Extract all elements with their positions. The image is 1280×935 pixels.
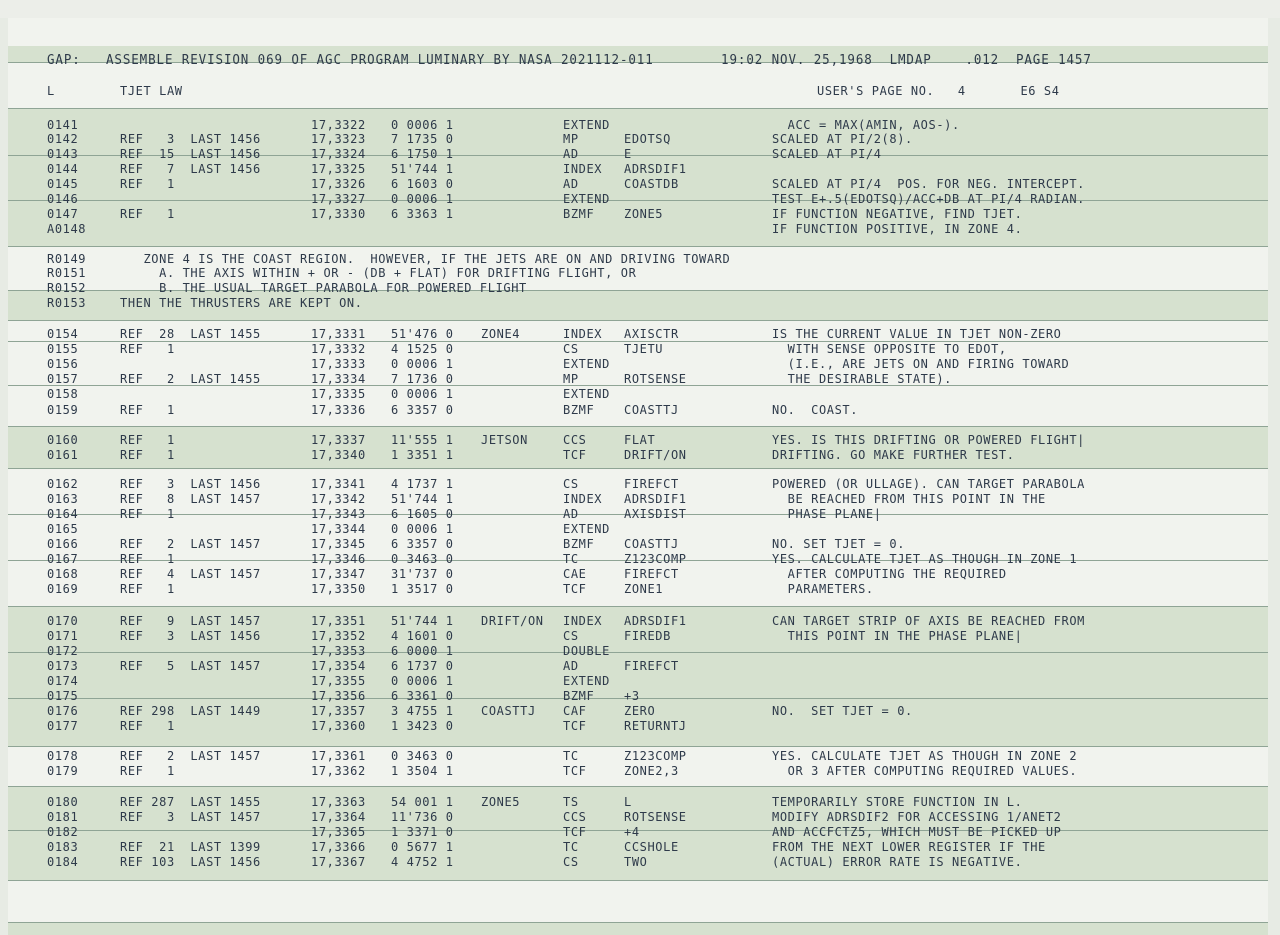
operand: ZONE2,3 (624, 763, 679, 779)
comment: OR 3 AFTER COMPUTING REQUIRED VALUES. (772, 763, 1078, 779)
operand: FLAT (624, 432, 656, 448)
line-number: 0157 (47, 371, 79, 387)
operand: FIREDB (624, 628, 671, 644)
opcode: EXTEND (563, 191, 610, 207)
comment: ACC = MAX(AMIN, AOS-). (772, 117, 960, 133)
comment: WITH SENSE OPPOSITE TO EDOT, (772, 341, 1007, 357)
comment: IS THE CURRENT VALUE IN TJET NON-ZERO (772, 326, 1062, 342)
opcode: INDEX (563, 161, 603, 177)
reference: REF 1 (120, 506, 175, 522)
address: 17,3324 (311, 146, 366, 162)
octal-word: 51'476 0 (391, 326, 454, 342)
paper-band (8, 18, 1268, 46)
band-rule (8, 108, 1268, 109)
opcode: EXTEND (563, 356, 610, 372)
reference: REF 2 LAST 1457 (120, 536, 261, 552)
line-number: 0146 (47, 191, 79, 207)
page-top-edge (0, 0, 1280, 18)
address: 17,3323 (311, 131, 366, 147)
octal-word: 0 0006 1 (391, 356, 454, 372)
line-number: 0180 (47, 794, 79, 810)
reference: REF 3 LAST 1456 (120, 628, 261, 644)
line-number: 0182 (47, 824, 79, 840)
line-number: 0183 (47, 839, 79, 855)
operand: COASTTJ (624, 536, 679, 552)
octal-word: 11'555 1 (391, 432, 454, 448)
comment: SCALED AT PI/2(8). (772, 131, 913, 147)
section-title: TJET LAW (120, 83, 183, 99)
comment: TEMPORARILY STORE FUNCTION IN L. (772, 794, 1023, 810)
opcode: TC (563, 748, 579, 764)
opcode: TCF (563, 447, 587, 463)
reference: REF 1 (120, 718, 175, 734)
opcode: INDEX (563, 613, 603, 629)
address: 17,3362 (311, 763, 366, 779)
comment: PARAMETERS. (772, 581, 874, 597)
comment: (ACTUAL) ERROR RATE IS NEGATIVE. (772, 854, 1023, 870)
operand: FIREFCT (624, 476, 679, 492)
comment: SCALED AT PI/4 (772, 146, 882, 162)
comment: NO. SET TJET = 0. (772, 536, 906, 552)
opcode: TC (563, 839, 579, 855)
reference: REF 3 LAST 1456 (120, 131, 261, 147)
address: 17,3322 (311, 117, 366, 133)
reference: REF 1 (120, 447, 175, 463)
octal-word: 6 3361 0 (391, 688, 454, 704)
octal-word: 0 0006 1 (391, 673, 454, 689)
band-rule (8, 746, 1268, 747)
octal-word: 6 1737 0 (391, 658, 454, 674)
operand: AXISCTR (624, 326, 679, 342)
operand: ADRSDIF1 (624, 491, 687, 507)
opcode: INDEX (563, 491, 603, 507)
octal-word: 1 3423 0 (391, 718, 454, 734)
address: 17,3331 (311, 326, 366, 342)
address: 17,3336 (311, 402, 366, 418)
comment: SCALED AT PI/4 POS. FOR NEG. INTERCEPT. (772, 176, 1085, 192)
line-number: 0184 (47, 854, 79, 870)
address: 17,3342 (311, 491, 366, 507)
comment: NO. SET TJET = 0. (772, 703, 913, 719)
address: 17,3327 (311, 191, 366, 207)
opcode: TC (563, 551, 579, 567)
octal-word: 6 3357 0 (391, 402, 454, 418)
opcode: AD (563, 146, 579, 162)
operand: TJETU (624, 341, 664, 357)
line-number: 0179 (47, 763, 79, 779)
line-number: 0160 (47, 432, 79, 448)
paper-band (8, 880, 1268, 922)
reference: REF 3 LAST 1456 (120, 476, 261, 492)
line-number: 0178 (47, 748, 79, 764)
line-number: 0162 (47, 476, 79, 492)
label: ZONE5 (481, 794, 521, 810)
address: 17,3361 (311, 748, 366, 764)
octal-word: 0 0006 1 (391, 386, 454, 402)
opcode: BZMF (563, 536, 595, 552)
octal-word: 31'737 0 (391, 566, 454, 582)
address: 17,3346 (311, 551, 366, 567)
comment: YES. IS THIS DRIFTING OR POWERED FLIGHT| (772, 432, 1085, 448)
operand: Z123COMP (624, 551, 687, 567)
opcode: CS (563, 628, 579, 644)
reference: REF 9 LAST 1457 (120, 613, 261, 629)
paper-band (8, 922, 1268, 935)
comment: YES. CALCULATE TJET AS THOUGH IN ZONE 2 (772, 748, 1078, 764)
address: 17,3360 (311, 718, 366, 734)
line-number: 0164 (47, 506, 79, 522)
band-rule (8, 606, 1268, 607)
line-number: 0171 (47, 628, 79, 644)
opcode: CAF (563, 703, 587, 719)
remark-text: THEN THE THRUSTERS ARE KEPT ON. (120, 295, 363, 311)
octal-word: 7 1736 0 (391, 371, 454, 387)
octal-word: 4 1737 1 (391, 476, 454, 492)
band-rule (8, 786, 1268, 787)
opcode: DOUBLE (563, 643, 610, 659)
comment: (I.E., ARE JETS ON AND FIRING TOWARD (772, 356, 1070, 372)
operand: TWO (624, 854, 648, 870)
address: 17,3347 (311, 566, 366, 582)
opcode: CCS (563, 432, 587, 448)
line-number: 0163 (47, 491, 79, 507)
line-number: 0159 (47, 402, 79, 418)
opcode: EXTEND (563, 673, 610, 689)
band-rule (8, 426, 1268, 427)
line-number: 0176 (47, 703, 79, 719)
comment: DRIFTING. GO MAKE FURTHER TEST. (772, 447, 1015, 463)
comment: IF FUNCTION NEGATIVE, FIND TJET. (772, 206, 1023, 222)
remark-text: ZONE 4 IS THE COAST REGION. HOWEVER, IF THE JETS ARE ON AND DRIVING TOWARD (120, 251, 731, 267)
address: 17,3367 (311, 854, 366, 870)
comment: PHASE PLANE| (772, 506, 882, 522)
paper-band (8, 62, 1268, 108)
line-number: 0154 (47, 326, 79, 342)
reference: REF 21 LAST 1399 (120, 839, 261, 855)
reference: REF 1 (120, 402, 175, 418)
comment: AFTER COMPUTING THE REQUIRED (772, 566, 1007, 582)
octal-word: 0 0006 1 (391, 117, 454, 133)
operand: ROTSENSE (624, 371, 687, 387)
line-number: 0141 (47, 117, 79, 133)
operand: EDOTSQ (624, 131, 671, 147)
address: 17,3330 (311, 206, 366, 222)
user-page-number: USER'S PAGE NO. 4 E6 S4 (817, 83, 1060, 99)
octal-word: 51'744 1 (391, 161, 454, 177)
reference: REF 1 (120, 206, 175, 222)
octal-word: 54 001 1 (391, 794, 454, 810)
address: 17,3364 (311, 809, 366, 825)
opcode: MP (563, 371, 579, 387)
opcode: TCF (563, 581, 587, 597)
operand: ROTSENSE (624, 809, 687, 825)
opcode: TS (563, 794, 579, 810)
line-number: 0175 (47, 688, 79, 704)
octal-word: 6 1605 0 (391, 506, 454, 522)
operand: Z123COMP (624, 748, 687, 764)
octal-word: 6 1750 1 (391, 146, 454, 162)
operand: CCSHOLE (624, 839, 679, 855)
opcode: MP (563, 131, 579, 147)
operand: L (624, 794, 632, 810)
comment: TEST E+.5(EDOTSQ)/ACC+DB AT PI/4 RADIAN. (772, 191, 1085, 207)
line-number: 0167 (47, 551, 79, 567)
operand: COASTTJ (624, 402, 679, 418)
operand: FIREFCT (624, 566, 679, 582)
reference: REF 1 (120, 432, 175, 448)
opcode: CS (563, 854, 579, 870)
comment: THIS POINT IN THE PHASE PLANE| (772, 628, 1023, 644)
comment: YES. CALCULATE TJET AS THOUGH IN ZONE 1 (772, 551, 1078, 567)
line-number: R0151 (47, 265, 87, 281)
opcode: CAE (563, 566, 587, 582)
reference: REF 8 LAST 1457 (120, 491, 261, 507)
line-number: A0148 (47, 221, 87, 237)
comment: CAN TARGET STRIP OF AXIS BE REACHED FROM (772, 613, 1085, 629)
line-number: 0143 (47, 146, 79, 162)
address: 17,3337 (311, 432, 366, 448)
address: 17,3332 (311, 341, 366, 357)
line-number: R0152 (47, 280, 87, 296)
octal-word: 7 1735 0 (391, 131, 454, 147)
opcode: EXTEND (563, 521, 610, 537)
operand: ZERO (624, 703, 656, 719)
line-number: 0166 (47, 536, 79, 552)
octal-word: 6 0000 1 (391, 643, 454, 659)
address: 17,3340 (311, 447, 366, 463)
reference: REF 287 LAST 1455 (120, 794, 261, 810)
line-number: 0165 (47, 521, 79, 537)
line-number: R0153 (47, 295, 87, 311)
opcode: INDEX (563, 326, 603, 342)
octal-word: 6 1603 0 (391, 176, 454, 192)
operand: ZONE5 (624, 206, 664, 222)
address: 17,3356 (311, 688, 366, 704)
band-rule (8, 880, 1268, 881)
opcode: EXTEND (563, 117, 610, 133)
address: 17,3366 (311, 839, 366, 855)
line-number: 0170 (47, 613, 79, 629)
operand: ADRSDIF1 (624, 613, 687, 629)
opcode: CS (563, 476, 579, 492)
operand: COASTDB (624, 176, 679, 192)
reference: REF 103 LAST 1456 (120, 854, 261, 870)
line-number: 0181 (47, 809, 79, 825)
octal-word: 0 3463 0 (391, 551, 454, 567)
reference: REF 2 LAST 1455 (120, 371, 261, 387)
address: 17,3352 (311, 628, 366, 644)
octal-word: 51'744 1 (391, 491, 454, 507)
line-number: 0168 (47, 566, 79, 582)
octal-word: 1 3504 1 (391, 763, 454, 779)
octal-word: 6 3363 1 (391, 206, 454, 222)
band-rule (8, 468, 1268, 469)
line-number: 0169 (47, 581, 79, 597)
line-number: R0149 (47, 251, 87, 267)
reference: REF 15 LAST 1456 (120, 146, 261, 162)
octal-word: 0 0006 1 (391, 191, 454, 207)
operand: DRIFT/ON (624, 447, 687, 463)
operand: +4 (624, 824, 640, 840)
address: 17,3341 (311, 476, 366, 492)
reference: REF 298 LAST 1449 (120, 703, 261, 719)
comment: THE DESIRABLE STATE). (772, 371, 952, 387)
line-number: 0156 (47, 356, 79, 372)
operand: ZONE1 (624, 581, 664, 597)
band-rule (8, 320, 1268, 321)
line-number: 0161 (47, 447, 79, 463)
octal-word: 51'744 1 (391, 613, 454, 629)
opcode: AD (563, 176, 579, 192)
line-number: 0174 (47, 673, 79, 689)
band-rule (8, 652, 1268, 653)
opcode: BZMF (563, 688, 595, 704)
octal-word: 0 5677 1 (391, 839, 454, 855)
reference: REF 4 LAST 1457 (120, 566, 261, 582)
reference: REF 3 LAST 1457 (120, 809, 261, 825)
operand: ADRSDIF1 (624, 161, 687, 177)
comment: IF FUNCTION POSITIVE, IN ZONE 4. (772, 221, 1023, 237)
octal-word: 4 4752 1 (391, 854, 454, 870)
reference: REF 7 LAST 1456 (120, 161, 261, 177)
label: JETSON (481, 432, 528, 448)
line-number: 0144 (47, 161, 79, 177)
comment: MODIFY ADRSDIF2 FOR ACCESSING 1/ANET2 (772, 809, 1062, 825)
operand: RETURNTJ (624, 718, 687, 734)
label: DRIFT/ON (481, 613, 544, 629)
remark-text: A. THE AXIS WITHIN + OR - (DB + FLAT) FOR DRIFTING FLIGHT, OR (120, 265, 637, 281)
reference: REF 2 LAST 1457 (120, 748, 261, 764)
comment: POWERED (OR ULLAGE). CAN TARGET PARABOLA (772, 476, 1085, 492)
reference: REF 28 LAST 1455 (120, 326, 261, 342)
octal-word: 4 1525 0 (391, 341, 454, 357)
line-number: 0145 (47, 176, 79, 192)
reference: REF 1 (120, 581, 175, 597)
octal-word: 11'736 0 (391, 809, 454, 825)
address: 17,3335 (311, 386, 366, 402)
octal-word: 4 1601 0 (391, 628, 454, 644)
operand: FIREFCT (624, 658, 679, 674)
address: 17,3365 (311, 824, 366, 840)
comment: NO. COAST. (772, 402, 859, 418)
opcode: TCF (563, 763, 587, 779)
reference: REF 5 LAST 1457 (120, 658, 261, 674)
operand: E (624, 146, 632, 162)
address: 17,3351 (311, 613, 366, 629)
address: 17,3353 (311, 643, 366, 659)
comment: FROM THE NEXT LOWER REGISTER IF THE (772, 839, 1046, 855)
octal-word: 1 3371 0 (391, 824, 454, 840)
address: 17,3333 (311, 356, 366, 372)
opcode: BZMF (563, 206, 595, 222)
address: 17,3343 (311, 506, 366, 522)
octal-word: 1 3517 0 (391, 581, 454, 597)
address: 17,3350 (311, 581, 366, 597)
operand: AXISDIST (624, 506, 687, 522)
label: COASTTJ (481, 703, 536, 719)
address: 17,3334 (311, 371, 366, 387)
line-number: 0173 (47, 658, 79, 674)
comment: AND ACCFCTZ5, WHICH MUST BE PICKED UP (772, 824, 1062, 840)
address: 17,3363 (311, 794, 366, 810)
opcode: CS (563, 341, 579, 357)
address: 17,3325 (311, 161, 366, 177)
operand: +3 (624, 688, 640, 704)
log-section-tag: L (47, 83, 55, 99)
opcode: TCF (563, 718, 587, 734)
octal-word: 3 4755 1 (391, 703, 454, 719)
opcode: TCF (563, 824, 587, 840)
comment: BE REACHED FROM THIS POINT IN THE (772, 491, 1046, 507)
address: 17,3345 (311, 536, 366, 552)
reference: REF 1 (120, 763, 175, 779)
octal-word: 1 3351 1 (391, 447, 454, 463)
line-number: 0147 (47, 206, 79, 222)
reference: REF 1 (120, 341, 175, 357)
line-number: 0172 (47, 643, 79, 659)
address: 17,3326 (311, 176, 366, 192)
octal-word: 0 3463 0 (391, 748, 454, 764)
address: 17,3344 (311, 521, 366, 537)
remark-text: B. THE USUAL TARGET PARABOLA FOR POWERED FLIGHT (120, 280, 527, 296)
reference: REF 1 (120, 176, 175, 192)
line-number: 0177 (47, 718, 79, 734)
opcode: CCS (563, 809, 587, 825)
line-number: 0158 (47, 386, 79, 402)
reference: REF 1 (120, 551, 175, 567)
line-number: 0142 (47, 131, 79, 147)
band-rule (8, 922, 1268, 923)
opcode: AD (563, 506, 579, 522)
band-rule (8, 246, 1268, 247)
octal-word: 0 0006 1 (391, 521, 454, 537)
octal-word: 6 3357 0 (391, 536, 454, 552)
assembly-header: GAP: ASSEMBLE REVISION 069 OF AGC PROGRAM LUMINARY BY NASA 2021112-011 19:02 NOV. 25,1968 LMDAP .012 PAGE 1457 (47, 51, 1092, 68)
label: ZONE4 (481, 326, 521, 342)
opcode: AD (563, 658, 579, 674)
address: 17,3357 (311, 703, 366, 719)
opcode: BZMF (563, 402, 595, 418)
address: 17,3354 (311, 658, 366, 674)
opcode: EXTEND (563, 386, 610, 402)
line-number: 0155 (47, 341, 79, 357)
address: 17,3355 (311, 673, 366, 689)
